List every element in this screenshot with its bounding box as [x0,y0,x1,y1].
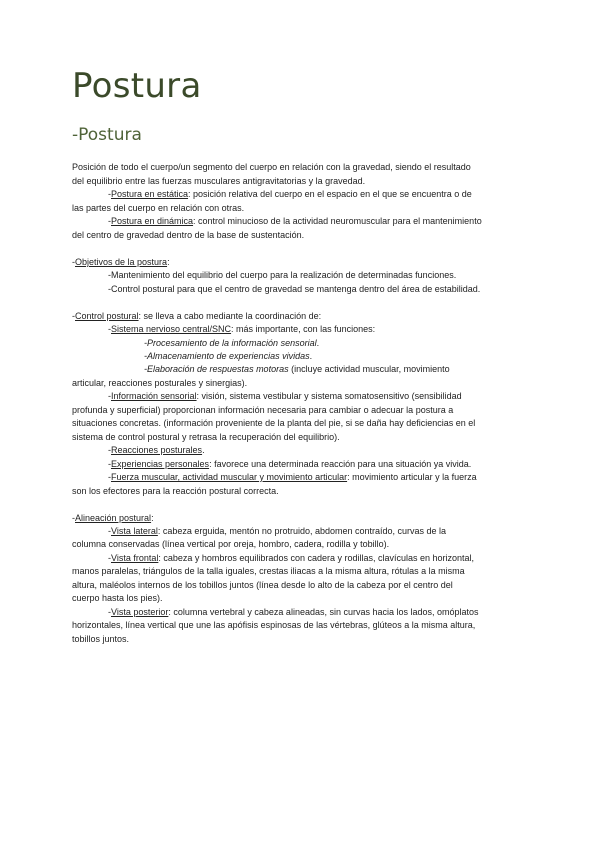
text-line [72,257,170,268]
text-run: - [108,607,111,617]
underlined-term: Postura en estática [111,189,189,199]
text-run: - [108,553,111,563]
text-line [72,405,453,416]
text-run: columna conservadas (línea vertical por oreja, hombro, cadera, rodilla y tobillo). [72,539,390,549]
text-line [144,351,312,362]
text-line [72,162,471,173]
text-run: - [108,526,111,536]
underlined-term: Postura en dinámica [111,216,194,226]
text-line [72,539,389,550]
text-run: : más importante, con las funciones: [231,324,376,334]
text-line [144,338,319,349]
underlined-term: Vista frontal [111,553,159,563]
text-run: sistema de control postural y retrasa la recuperación del equilibrio). [72,432,340,442]
underlined-term: Alineación postural [75,513,152,523]
text-line [72,311,321,322]
text-line [72,203,244,214]
text-run: - [108,445,111,455]
text-run: : columna vertebral y cabeza alineadas, sin curvas hacia los lados, omóplatos [168,607,479,617]
underlined-term: Experiencias personales [111,459,210,469]
underlined-term: Reacciones posturales [111,445,203,455]
underlined-term: Objetivos de la postura [75,257,168,267]
italic-text: -Almacenamiento de experiencias vividas [144,351,310,361]
text-line [108,607,479,618]
text-line [108,324,375,335]
text-line [72,418,475,429]
text-run: Posición de todo el cuerpo/un segmento del cuerpo en relación con la gravedad, siendo el resultado [72,162,471,172]
text-run: manos paralelas, triángulos de la talla iguales, crestas iliacas a la misma altura, rótulas a la misma [72,566,465,576]
text-run: . [309,351,313,361]
text-line [144,364,450,375]
text-run: - [108,391,111,401]
text-run: : control minucioso de la actividad neuromuscular para el mantenimiento [193,216,482,226]
text-run: : [151,513,154,523]
text-run: . [316,338,320,348]
text-run: tobillos juntos. [72,634,130,644]
text-run: - [108,472,111,482]
text-line [108,472,477,483]
text-line [72,593,163,604]
text-run: articular, reacciones posturales y sinergias). [72,378,248,388]
text-run: : cabeza erguida, mentón no protruido, abdomen contraído, curvas de la [157,526,447,536]
text-line [108,270,456,281]
text-run: : favorece una determinada reacción para una situación ya vivida. [209,459,472,469]
underlined-term: Información sensorial [111,391,197,401]
text-run: . [202,445,205,455]
text-run: - [108,189,111,199]
text-run: del equilibrio entre las fuerzas musculares antigravitatorias y la gravedad. [72,176,366,186]
text-line [72,432,340,443]
text-run: profunda y superficial) proporcionan información necesaria para cambiar o adecuar la postura a [72,405,454,415]
text-run: cuerpo hasta los pies). [72,593,163,603]
text-run: -Control postural para que el centro de gravedad se mantenga dentro del área de estabilidad. [108,284,481,294]
italic-text: -Elaboración de respuestas motoras [144,364,289,374]
text-run: - [72,513,75,523]
document-title: Postura [72,66,202,106]
text-line [72,513,154,524]
text-run: del centro de gravedad dentro de la base de sustentación. [72,230,305,240]
section-heading: -Postura [72,125,142,145]
text-line [72,176,365,187]
text-line [108,216,482,227]
text-line [72,634,129,645]
text-run: : movimiento articular y la fuerza [347,472,477,482]
underlined-term: Vista posterior [111,607,169,617]
text-run: -Mantenimiento del equilibrio del cuerpo para la realización de determinadas funciones. [108,270,457,280]
italic-text: -Procesamiento de la información sensorial [144,338,317,348]
text-line [72,378,247,389]
underlined-term: Control postural [75,311,139,321]
text-run: - [72,257,75,267]
text-line [72,620,475,631]
text-run: - [108,216,111,226]
text-run: (incluye actividad muscular, movimiento [288,364,450,374]
text-run: las partes del cuerpo en relación con otras. [72,203,245,213]
text-run: : posición relativa del cuerpo en el espacio en el que se encuentra o de [188,189,472,199]
text-line [108,284,480,295]
text-run: son los efectores para la reacción postural correcta. [72,486,279,496]
text-line [72,580,453,591]
text-line [72,230,304,241]
text-line [72,486,279,497]
text-run: - [108,324,111,334]
text-run: : visión, sistema vestibular y sistema somatosensitivo (sensibilidad [196,391,462,401]
text-line [108,445,205,456]
text-run: - [108,459,111,469]
text-line [108,526,446,537]
text-line [108,459,471,470]
text-run: : se lleva a cabo mediante la coordinación de: [138,311,322,321]
text-run: altura, maléolos internos de los tobillos juntos (línea desde lo alto de la cabeza por el centro del [72,580,453,590]
text-run: : [167,257,170,267]
text-run: horizontales, línea vertical que une las apófisis espinosas de las vértebras, glúteos a la misma altura, [72,620,476,630]
text-line [108,553,474,564]
underlined-term: Vista lateral [111,526,158,536]
text-line [72,566,465,577]
text-run: - [72,311,75,321]
text-line [108,189,472,200]
underlined-term: Fuerza muscular, actividad muscular y movimiento articular [111,472,348,482]
text-run: : cabeza y hombros equilibrados con cadera y rodillas, clavículas en horizontal, [158,553,475,563]
underlined-term: Sistema nervioso central/SNC [111,324,232,334]
text-run: situaciones concretas. (información proveniente de la planta del pie, si se daña hay deficiencias en el [72,418,476,428]
text-line [108,391,462,402]
